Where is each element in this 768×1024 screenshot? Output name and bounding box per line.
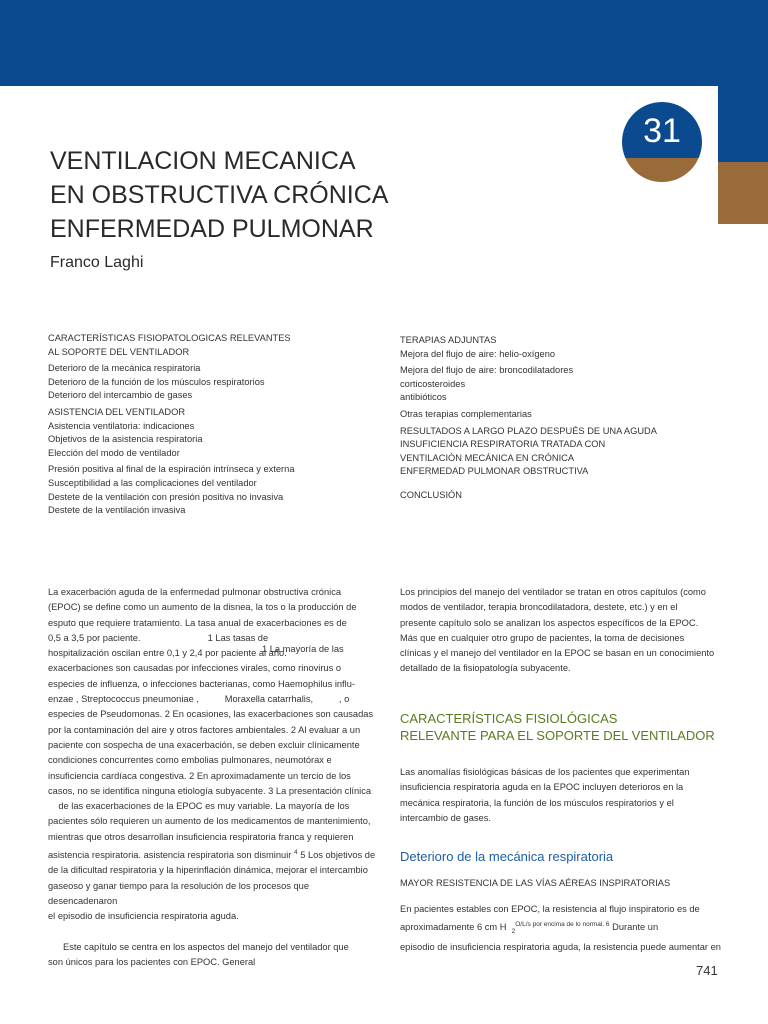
toc-item: Susceptibilidad a las complicaciones del ventilador [48,477,257,488]
text-line: por la contaminación del aire y otros factores ambientales. 2 Al evaluar a un [48,724,361,735]
text-line: especies de Pseudomonas. 2 En ocasiones, las exacerbaciones son causadas [48,709,374,720]
toc-item: Destete de la ventilación con presión positiva no invasiva [48,491,284,502]
superscript: O/L/s por encima de lo normal. 6 [515,921,610,929]
text-line: episodio de insuficiencia respiratoria aguda, la resistencia puede aumentar en [400,941,721,952]
text-line: de la dificultad respiratoria y la hiperinflación dinámica, mejorar el intercambio [48,865,368,876]
text-line: Más que en cualquier otro grupo de pacientes, la toma de decisiones [400,632,685,643]
title-line-3: ENFERMEDAD PULMONAR [50,215,374,243]
toc-item: RESULTADOS A LARGO PLAZO DESPUÉS DE UNA AGUDA [400,425,657,436]
toc-item: VENTILACIÓN MECÁNICA EN CRÓNICA [400,452,575,463]
text-line [400,917,740,939]
text-line: pacientes sólo requieren un aumento de los medicamentos de mantenimiento, [48,816,371,827]
author-name: Franco Laghi [50,254,144,271]
text-line: La exacerbación aguda de la enfermedad pulmonar obstructiva crónica [48,587,342,597]
toc-item: ASISTENCIA DEL VENTILADOR [48,406,186,417]
text-line: son únicos para los pacientes con EPOC. General [48,956,256,967]
text-line: intercambio de gases. [400,812,491,823]
toc-item: Elección del modo de ventilador [48,447,180,458]
subsection-heading: Deterioro de la mecánica respiratoria [400,849,614,864]
text-line: especies de influenza, o infecciones bacterianas, como Haemophilus influ- [48,678,355,689]
body-left-column [48,585,378,970]
title-line-1: VENTILACION MECANICA [50,147,356,175]
text-line: condiciones concurrentes como embolias pulmonares, neumotórax e [48,755,332,766]
toc-item: Mejora del flujo de aire: helio-oxígeno [400,348,556,359]
text-line: el episodio de insuficiencia respiratoria aguda. [48,911,239,922]
overlay-text: 1 La mayoría de las [262,644,344,654]
toc-item: Deterioro de la mecánica respiratoria [48,363,201,374]
text-line: casos, no se identifica ninguna etiología subyacente. 3 La presentación clínica [48,785,372,796]
text-span: 5 Los objetivos de [300,850,376,861]
toc-item: Asistencia ventilatoria: indicaciones [48,420,195,431]
last-paragraph [400,902,740,955]
chapter-badge [622,102,702,182]
side-tab-brown [718,162,768,224]
toc-item: AL SOPORTE DEL VENTILADOR [48,346,190,357]
section-paragraph [400,765,730,826]
toc-item: Objetivos de la asistencia respiratoria [48,434,203,445]
text-line: gaseoso y ganar tiempo para la resolución de los procesos que desencadenaron [48,880,309,907]
side-tab-blue [718,86,768,162]
toc-item: Destete de la ventilación invasiva [48,505,186,516]
text-line: exacerbaciones son causadas por infecciones virales, como rinovirus o [48,663,342,674]
caps-heading: MAYOR RESISTENCIA DE LAS VÍAS AÉREAS INSPIRATORIAS [400,878,671,888]
text-line: insuficiencia respiratoria aguda en la EPOC incluyen deterioros en la [400,782,684,793]
text-line: paciente con sospecha de una exacerbación, se deben excluir clínicamente [48,739,360,750]
text-line: Este capítulo se centra en los aspectos del manejo del ventilador que [63,941,349,952]
toc-left [48,332,295,518]
toc-item: CARACTERÍSTICAS FISIOPATOLOGICAS RELEVANTES [48,333,291,343]
heading-line: CARACTERÍSTICAS FISIOLÓGICAS [400,711,618,726]
text-line: de las exacerbaciones de la EPOC es muy variable. La mayoría de los [48,801,350,812]
toc-item: corticosteroides [400,378,466,389]
superscript: 4 [293,849,298,857]
badge-bottom [622,158,702,182]
toc-item: Mejora del flujo de aire: broncodilatadores [400,365,574,376]
text-line: (EPOC) se define como un aumento de la disnea, la tos o la producción de [48,602,357,613]
text-line [48,845,378,863]
section-heading [400,710,715,744]
toc-item: Deterioro de la función de los músculos respiratorios [48,376,265,387]
toc-right [400,334,657,503]
text-line: detallado de la fisiopatología subyacente. [400,663,571,674]
text-line: esputo que requiere tratamiento. La tasa anual de exacerbaciones es de [48,617,347,628]
toc-item: Deterioro del intercambio de gases [48,390,193,401]
text-line: enzae , Streptococcus pneumoniae , Moraxella catarrhalis, , o [48,694,350,705]
text-line: presente capítulo solo se analizan los aspectos específicos de la EPOC. [400,617,699,628]
text-span: asistencia respiratoria. asistencia respiratoria son disminuir [48,850,292,861]
text-line: modos de ventilador, terapia broncodilatadora, destete, etc.) y en el [400,602,678,613]
text-line: mecánica respiratoria, la función de los músculos respiratorios y el [400,797,674,808]
text-line: hospitalización oscilan entre 0,1 y 2,4 por paciente al año. [48,648,287,659]
text-line: mientras que otros desarrollan insuficiencia respiratoria franca y requieren [48,831,354,842]
text-line: insuficiencia cardíaca congestiva. 2 En aproximadamente un tercio de los [48,770,351,781]
toc-item: Presión positiva al final de la espiración intrínseca y externa [48,464,295,475]
body-right-intro [400,585,730,677]
text-span: Durante un [612,922,659,933]
toc-item: INSUFICIENCIA RESPIRATORIA TRATADA CON [400,439,606,450]
text-line: Los principios del manejo del ventilador se tratan en otros capítulos (como [400,587,706,597]
page-number: 741 [696,963,718,978]
header-band [0,0,768,86]
text-line: 0,5 a 3,5 por paciente. 1 Las tasas de [48,632,269,643]
text-line: En pacientes estables con EPOC, la resistencia al flujo inspiratorio es de [400,904,700,914]
text-span: aproximadamente 6 cm H [400,922,507,933]
chapter-title [50,144,388,246]
toc-item: TERAPIAS ADJUNTAS [400,335,497,345]
title-line-2: EN OBSTRUCTIVA CRÓNICA [50,181,389,209]
subscript: 2 [511,928,516,936]
toc-item: Otras terapias complementarias [400,408,532,419]
toc-item: ENFERMEDAD PULMONAR OBSTRUCTIVA [400,466,589,477]
text-line: clínicas y el manejo del ventilador en la EPOC se basan en un conocimiento [400,648,715,659]
chapter-number: 31 [643,112,681,150]
toc-item: CONCLUSIÓN [400,489,462,500]
text-line: Las anomalías fisiológicas básicas de los pacientes que experimentan [400,767,690,777]
heading-line: RELEVANTE PARA EL SOPORTE DEL VENTILADOR [400,728,715,743]
toc-item: antibióticos [400,392,447,403]
